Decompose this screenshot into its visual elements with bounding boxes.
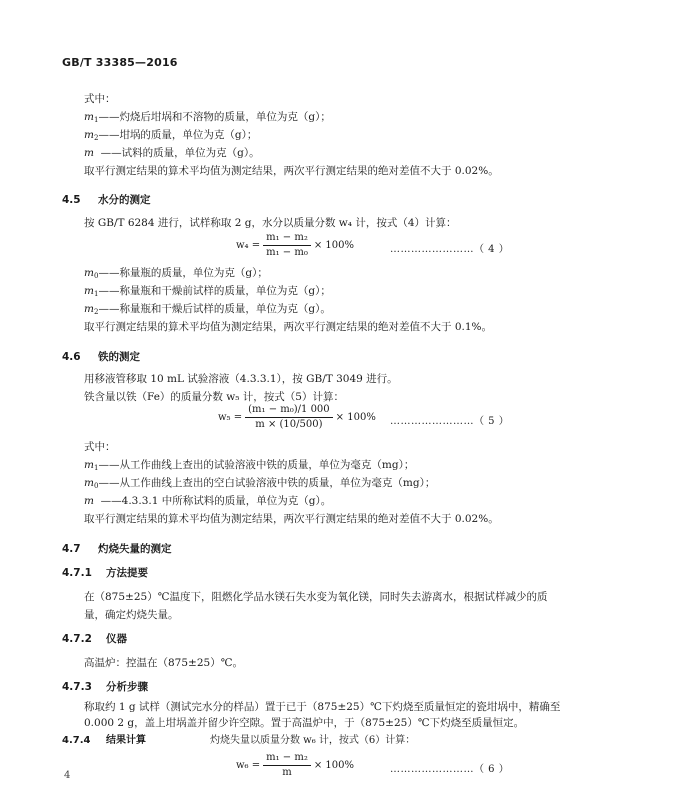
section-heading-4-7-2: 4.7.2 仪器 [62,633,127,645]
section-heading-4-5: 4.5 水分的测定 [62,194,151,206]
sec471-line2: 量，确定灼烧失量。 [84,609,179,621]
sec45-intro: 按 GB/T 6284 进行，试样称取 2 g，水分以质量分数 w₄ 计，按式（4）计算： [84,217,457,229]
equation-number-5: ……………………（ 5 ） [390,416,510,427]
sec473-line1: 称取约 1 g 试样（测试完水分的样品）置于已于（875±25）℃下灼烧至质量恒定的瓷坩埚中，精确至 [84,701,561,713]
page-number: 4 [64,770,71,781]
equation-number-6: ……………………（ 6 ） [390,764,510,775]
formula-6: w₆ = $\frac{\text{m₁ − m₂}}{m}$ × 100% [236,752,355,778]
section-heading-4-7-3: 4.7.3 分析步骤 [62,681,148,693]
sec45-def-m0: $m_0——$称量瓶的质量，单位为克（g）； [84,267,268,280]
sec46-line2: 铁含量以铁（Fe）的质量分数 w₅ 计，按式（5）计算： [84,391,344,403]
sec473-line2: 0.000 2 g，盖上坩埚盖并留少许空隙。置于高温炉中，于（875±25）℃下灼烧至质量恒定。 [84,717,525,729]
section-heading-4-7: 4.7 灼烧失量的测定 [62,543,172,555]
var-def-m: m ——试料的质量，单位为克（g）。 [84,147,260,159]
sec45-def-m1: $m_1——$称量瓶和干燥前试样的质量，单位为克（g）； [84,285,331,298]
var-def-m1: $m_1——$灼烧后坩埚和不溶物的质量，单位为克（g）； [84,111,331,124]
precision-note: 取平行测定结果的算术平均值为测定结果，两次平行测定结果的绝对差值不大于 0.02%。 [84,165,499,177]
formula-5: w₅ = $\frac{\text{(m₁ − m₀)/1 000}}{m \times (10/500)}$ × 100% [218,404,376,430]
equation-number-4: ……………………（ 4 ） [390,244,510,255]
section-heading-4-7-1: 4.7.1 方法提要 [62,567,148,579]
sec472-line1: 高温炉：控温在（875±25）℃。 [84,657,243,669]
sec471-line1: 在（875±25）℃温度下，阻燃化学品水镁石失水变为氧化镁，同时失去游离水，根据试样减少的质 [84,591,548,603]
sec474-line1: 灼烧失量以质量分数 w₆ 计，按式（6）计算： [210,735,416,746]
sec45-def-m2: $m_2——$称量瓶和干燥后试样的质量，单位为克（g）。 [84,303,331,316]
section-heading-4-7-4: 4.7.4 结果计算 [62,735,146,746]
var-def-m2: $m_2——$坩埚的质量，单位为克（g）； [84,129,258,142]
formula-4: w₄ = $\frac{\text{m₁ − m₂}}{\text{m₁ − m₀}}$ × 100% [236,232,355,258]
sec46-def-m0: $m_0——$从工作曲线上查出的空白试验溶液中铁的质量，单位为毫克（mg）； [84,477,436,490]
sec46-line1: 用移液管移取 10 mL 试验溶液（4.3.3.1），按 GB/T 3049 进行。 [84,373,398,385]
section-heading-4-6: 4.6 铁的测定 [62,351,140,363]
sec46-def-m1: $m_1——$从工作曲线上查出的试验溶液中铁的质量，单位为毫克（mg）； [84,459,415,472]
where-label: 式中： [84,93,116,105]
sec46-def-m: m ——4.3.3.1 中所称试料的质量，单位为克（g）。 [84,495,332,507]
sec46-precision: 取平行测定结果的算术平均值为测定结果，两次平行测定结果的绝对差值不大于 0.02%。 [84,513,499,525]
sec46-where: 式中： [84,441,116,453]
sec45-precision: 取平行测定结果的算术平均值为测定结果，两次平行测定结果的绝对差值不大于 0.1%。 [84,321,493,333]
standard-code: GB/T 33385—2016 [62,56,178,69]
